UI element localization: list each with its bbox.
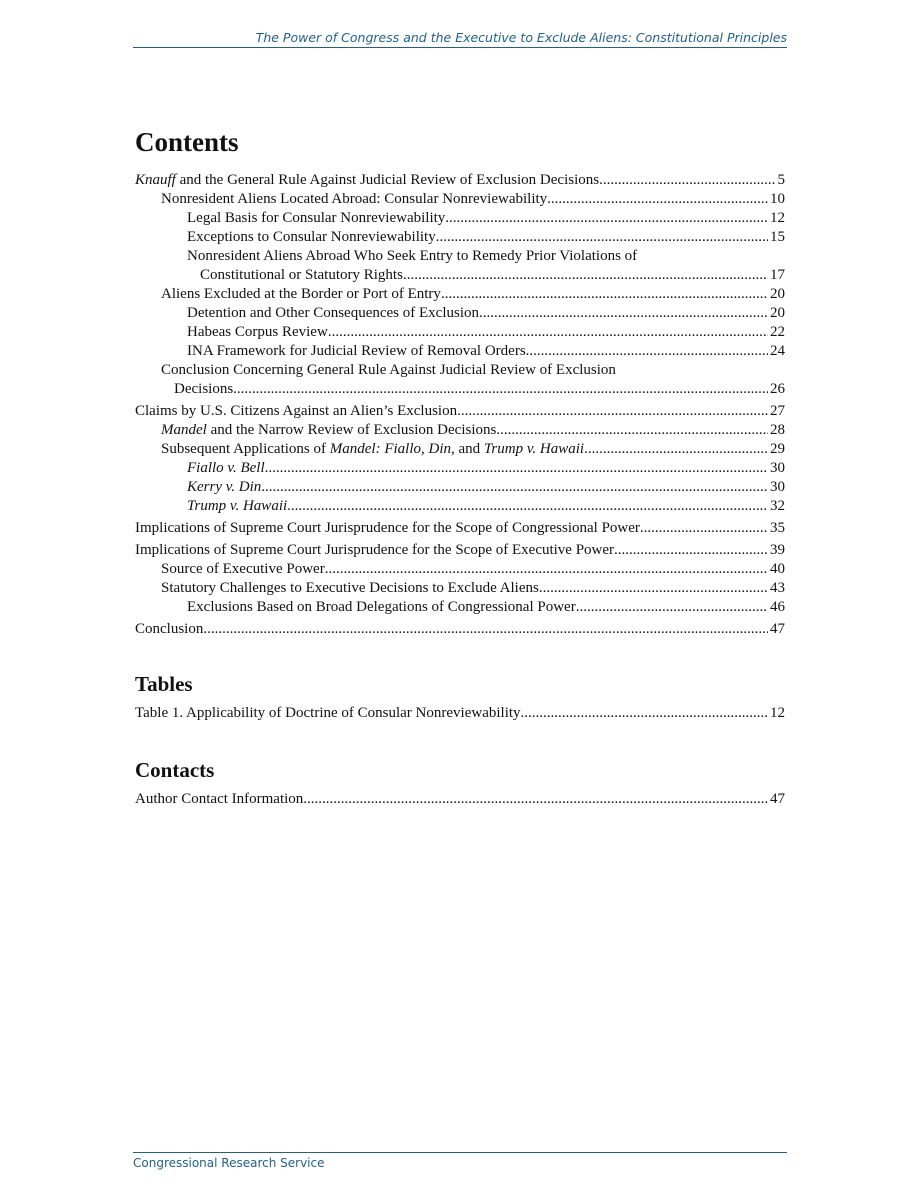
toc-page-number: 39 bbox=[770, 542, 785, 558]
toc-entry[interactable] bbox=[135, 440, 785, 459]
toc-page-number: 12 bbox=[770, 705, 785, 721]
toc-entry-text: and the General Rule Against Judicial Review of Exclusion Decisions bbox=[175, 172, 600, 188]
toc-page-number: 27 bbox=[770, 403, 785, 419]
toc-entry[interactable] bbox=[135, 598, 785, 617]
page-footer bbox=[133, 1152, 787, 1171]
toc-entry-text: , bbox=[420, 441, 429, 457]
running-title: The Power of Congress and the Executive to Exclude Aliens: Constitutional Principles bbox=[255, 30, 787, 45]
toc-entry-text-cont: Constitutional or Statutory Rights bbox=[200, 267, 403, 283]
toc-entry[interactable] bbox=[135, 560, 785, 579]
toc-page-number: 30 bbox=[770, 479, 785, 495]
toc-entry-text: and the Narrow Review of Exclusion Decisions bbox=[206, 422, 497, 438]
toc-page-number: 40 bbox=[770, 561, 785, 577]
toc-entry[interactable] bbox=[135, 228, 785, 247]
toc-entry-italic: Mandel bbox=[161, 422, 207, 438]
toc-entry[interactable] bbox=[135, 209, 785, 228]
toc-entry-italic: Trump v. Hawaii bbox=[187, 498, 288, 514]
toc-entry-text: Aliens Excluded at the Border or Port of Entry bbox=[161, 286, 441, 302]
toc-entry-italic: Kerry v. Din bbox=[187, 479, 262, 495]
toc-entry-text: Exceptions to Consular Nonreviewability bbox=[187, 229, 436, 245]
toc-entry[interactable] bbox=[135, 579, 785, 598]
toc-entry-italic: Fiallo v. Bell bbox=[187, 460, 265, 476]
toc-entry-italic: Trump v. Hawaii bbox=[483, 441, 585, 457]
toc-entry-text: Implications of Supreme Court Jurisprudence for the Scope of Executive Power bbox=[135, 542, 615, 558]
toc-entry[interactable] bbox=[135, 790, 785, 809]
toc-entry[interactable] bbox=[135, 304, 785, 323]
toc-entry-text: Detention and Other Consequences of Exclusion bbox=[187, 305, 480, 321]
toc-entry[interactable] bbox=[135, 478, 785, 497]
toc-entry-text: Statutory Challenges to Executive Decisions to Exclude Aliens bbox=[161, 580, 539, 596]
toc-page-number: 10 bbox=[770, 191, 785, 207]
toc-page-number: 12 bbox=[770, 210, 785, 226]
toc-entry[interactable] bbox=[135, 459, 785, 478]
toc-page-number: 20 bbox=[770, 305, 785, 321]
toc-entry[interactable] bbox=[135, 190, 785, 209]
toc-entry-text: Subsequent Applications of bbox=[161, 441, 330, 457]
contents-heading: Contents bbox=[135, 127, 239, 157]
toc-entry-italic: Knauff bbox=[135, 172, 176, 188]
toc-entry[interactable] bbox=[135, 497, 785, 516]
toc-page-number: 26 bbox=[770, 381, 785, 397]
toc-entry[interactable] bbox=[135, 421, 785, 440]
toc-entry-italic: Din bbox=[428, 441, 451, 457]
toc-entry[interactable] bbox=[135, 541, 785, 560]
toc-entry[interactable] bbox=[135, 171, 785, 190]
footer-org: Congressional Research Service bbox=[133, 1156, 325, 1170]
toc-entry-text: Claims by U.S. Citizens Against an Alien’s Exclusion bbox=[135, 403, 458, 419]
toc-entry-italic: Mandel: Fiallo bbox=[329, 441, 421, 457]
toc-entry[interactable] bbox=[135, 323, 785, 342]
toc-entry[interactable] bbox=[135, 704, 785, 723]
toc-page-number: 24 bbox=[770, 343, 785, 359]
toc-entry-text: Exclusions Based on Broad Delegations of Congressional Power bbox=[187, 599, 576, 615]
toc-entry-text: INA Framework for Judicial Review of Removal Orders bbox=[187, 343, 526, 359]
toc-entry-text: Conclusion Concerning General Rule Against Judicial Review of Exclusion bbox=[161, 362, 616, 378]
toc-page-number: 47 bbox=[770, 791, 785, 807]
toc-page-number: 5 bbox=[777, 172, 785, 188]
toc-entry-text-cont: Decisions bbox=[174, 381, 234, 397]
toc-page-number: 47 bbox=[770, 621, 785, 637]
toc-page-number: 32 bbox=[770, 498, 785, 514]
running-header bbox=[133, 30, 787, 48]
toc-page-number: 35 bbox=[770, 520, 785, 536]
toc-entry-text: Source of Executive Power bbox=[161, 561, 325, 577]
toc-page-number: 15 bbox=[770, 229, 785, 245]
toc-entry[interactable] bbox=[135, 402, 785, 421]
toc-page-number: 30 bbox=[770, 460, 785, 476]
toc-entry-text: , and bbox=[450, 441, 484, 457]
toc-page-number: 29 bbox=[770, 441, 785, 457]
toc-entry[interactable] bbox=[135, 342, 785, 361]
table-of-contents bbox=[135, 124, 785, 809]
toc-entry[interactable] bbox=[135, 247, 785, 285]
toc-page-number: 17 bbox=[770, 267, 785, 283]
toc-entry-text: Conclusion bbox=[135, 621, 204, 637]
toc-entry-text: Nonresident Aliens Abroad Who Seek Entry to Remedy Prior Violations of bbox=[187, 248, 638, 264]
toc-entry-text: Implications of Supreme Court Jurisprudence for the Scope of Congressional Power bbox=[135, 520, 640, 536]
toc-entry[interactable] bbox=[135, 361, 785, 399]
contacts-heading: Contacts bbox=[135, 758, 215, 782]
toc-page-number: 20 bbox=[770, 286, 785, 302]
toc-entry-text: Table 1. Applicability of Doctrine of Consular Nonreviewability bbox=[135, 705, 521, 721]
toc-entry[interactable] bbox=[135, 519, 785, 538]
toc-page-number: 46 bbox=[770, 599, 785, 615]
toc-entry[interactable] bbox=[135, 620, 785, 639]
toc-entry-text: Habeas Corpus Review bbox=[187, 324, 328, 340]
toc-page-number: 28 bbox=[770, 422, 785, 438]
toc-page-number: 43 bbox=[770, 580, 785, 596]
toc-entry-text: Legal Basis for Consular Nonreviewability bbox=[187, 210, 446, 226]
toc-entry[interactable] bbox=[135, 285, 785, 304]
toc-entry-text: Author Contact Information bbox=[135, 791, 304, 807]
toc-entry-text: Nonresident Aliens Located Abroad: Consular Nonreviewability bbox=[161, 191, 548, 207]
tables-heading: Tables bbox=[135, 672, 193, 696]
toc-page-number: 22 bbox=[770, 324, 785, 340]
